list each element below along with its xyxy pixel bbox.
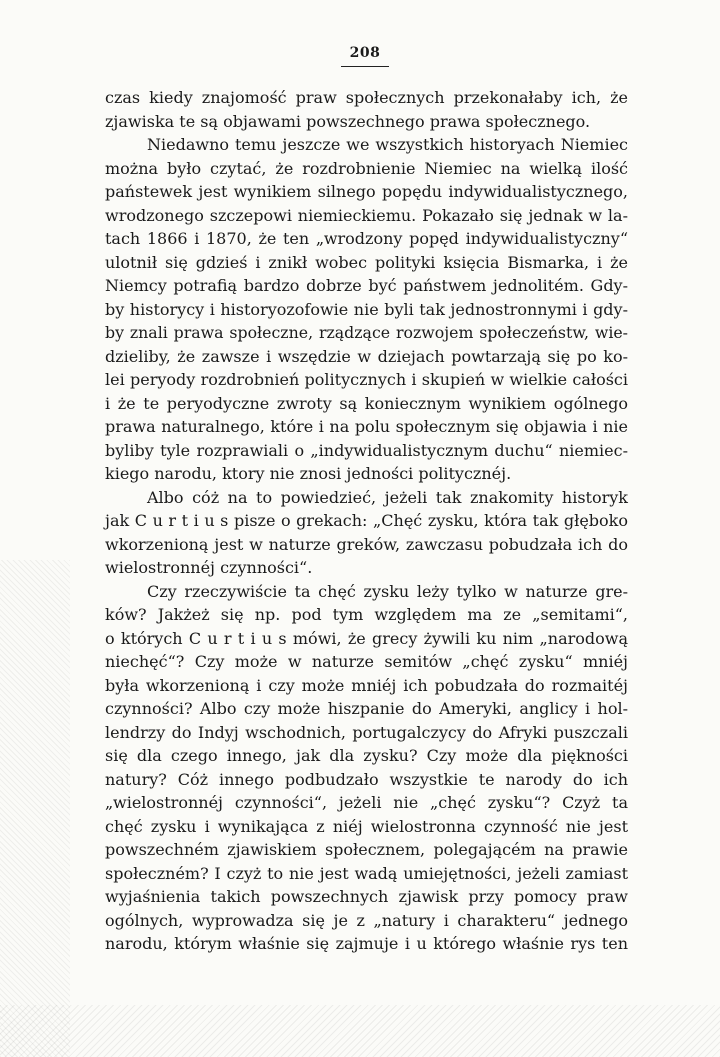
text-line: „wielostronnéj czynności“, jeżeli nie „chęć zysku“? Czyż ta [105, 793, 628, 812]
text-line: lei peryody rozdrobnień politycznych i skupień w wielkie całości [105, 370, 628, 389]
text-line: powszechném zjawiskiem społecznem, polegającém na prawie [105, 840, 628, 859]
text-line: niechęć“? Czy może w naturze semitów „chęć zysku“ mniéj [105, 652, 628, 671]
text-line: się dla czego innego, jak dla zysku? Czy może dla piękności [105, 746, 628, 765]
text-line: Czy rzeczywiście ta chęć zysku leży tylko w naturze gre- [147, 581, 628, 601]
text-line: wkorzenioną jest w naturze greków, zawczasu pobudzała ich do [105, 534, 628, 554]
text-line: czynności? Albo czy może hiszpanie do Ameryki, anglicy i hol- [105, 699, 628, 718]
text-line: wielostronnéj czynności“. [105, 558, 313, 577]
text-line: chęć zysku i wynikająca z niéj wielostronna czynność nie jest [105, 816, 628, 836]
body-text [105, 86, 628, 956]
text-line: państewek jest wynikiem silnego popędu indywidualistycznego, [105, 182, 628, 201]
text-line: można było czytać, że rozdrobnienie Niemiec na wielką ilość [105, 158, 628, 178]
text-line: Albo cóż na to powiedzieć, jeżeli tak znakomity historyk [147, 487, 628, 507]
text-line: lendrzy do Indyj wschodnich, portugalczycy do Afryki puszczali [105, 722, 628, 742]
text-line: byliby tyle rozprawiali o „indywidualistycznym duchu“ niemiec- [105, 440, 628, 460]
text-line: jak C u r t i u s pisze o grekach: „Chęć zysku, która tak głęboko [105, 511, 628, 530]
text-line: ków? Jakżeż się np. pod tym względem ma ze „semitami“, [105, 605, 628, 624]
text-line: tach 1866 i 1870, że ten „wrodzony popęd indywidualistyczny“ [105, 229, 628, 248]
text-line: ogólnych, wyprowadza się je z „natury i charakteru“ jednego [105, 910, 628, 930]
text-line: Niemcy potrafią bardzo dobrze być państwem jednolitém. Gdy- [105, 276, 628, 295]
text-line: zjawiska te są objawami powszechnego prawa społecznego. [105, 111, 591, 131]
text-line: natury? Cóż innego podbudzało wszystkie te narody do ich [105, 769, 628, 789]
text-line: kiego narodu, ktory nie znosi jedności politycznéj. [105, 464, 512, 483]
text-line: o których C u r t i u s mówi, że grecy żywili ku nim „narodową [105, 628, 628, 648]
text-line: dzieliby, że zawsze i wszędzie w dziejach powtarzają się po ko- [105, 346, 628, 366]
text-line: czas kiedy znajomość praw społecznych przekonałaby ich, że [105, 88, 628, 107]
text-line: wyjaśnienia takich powszechnych zjawisk przy pomocy praw [105, 887, 628, 906]
text-line: wrodzonego szczepowi niemieckiemu. Pokazało się jednak w la- [105, 205, 628, 225]
paper-grain-left [0, 560, 70, 1057]
text-line: narodu, którym właśnie się zajmuje i u którego właśnie rys ten [105, 934, 628, 953]
text-line: Niedawno temu jeszcze we wszystkich historyach Niemiec [147, 135, 628, 154]
page-number: 208 [349, 45, 381, 61]
text-line: była wkorzenioną i czy może mniéj ich pobudzała do rozmaitéj [105, 675, 628, 695]
page-number-rule [341, 66, 389, 67]
text-line: prawa naturalnego, które i na polu społecznym się objawia i nie [105, 417, 628, 436]
text-line: by znali prawa społeczne, rządzące rozwojem społeczeństw, wie- [105, 323, 628, 342]
text-line: i że te peryodyczne zwroty są koniecznym wynikiem ogólnego [105, 393, 628, 413]
text-line: społeczném? I czyż to nie jest wadą umiejętności, jeżeli zamiast [105, 863, 628, 883]
paper-grain-bottom [0, 1005, 720, 1057]
text-line: by historycy i historyozofowie nie byli tak jednostronnymi i gdy- [105, 299, 628, 319]
text-line: ulotnił się gdzieś i znikł wobec polityki księcia Bismarka, i że [105, 252, 628, 272]
